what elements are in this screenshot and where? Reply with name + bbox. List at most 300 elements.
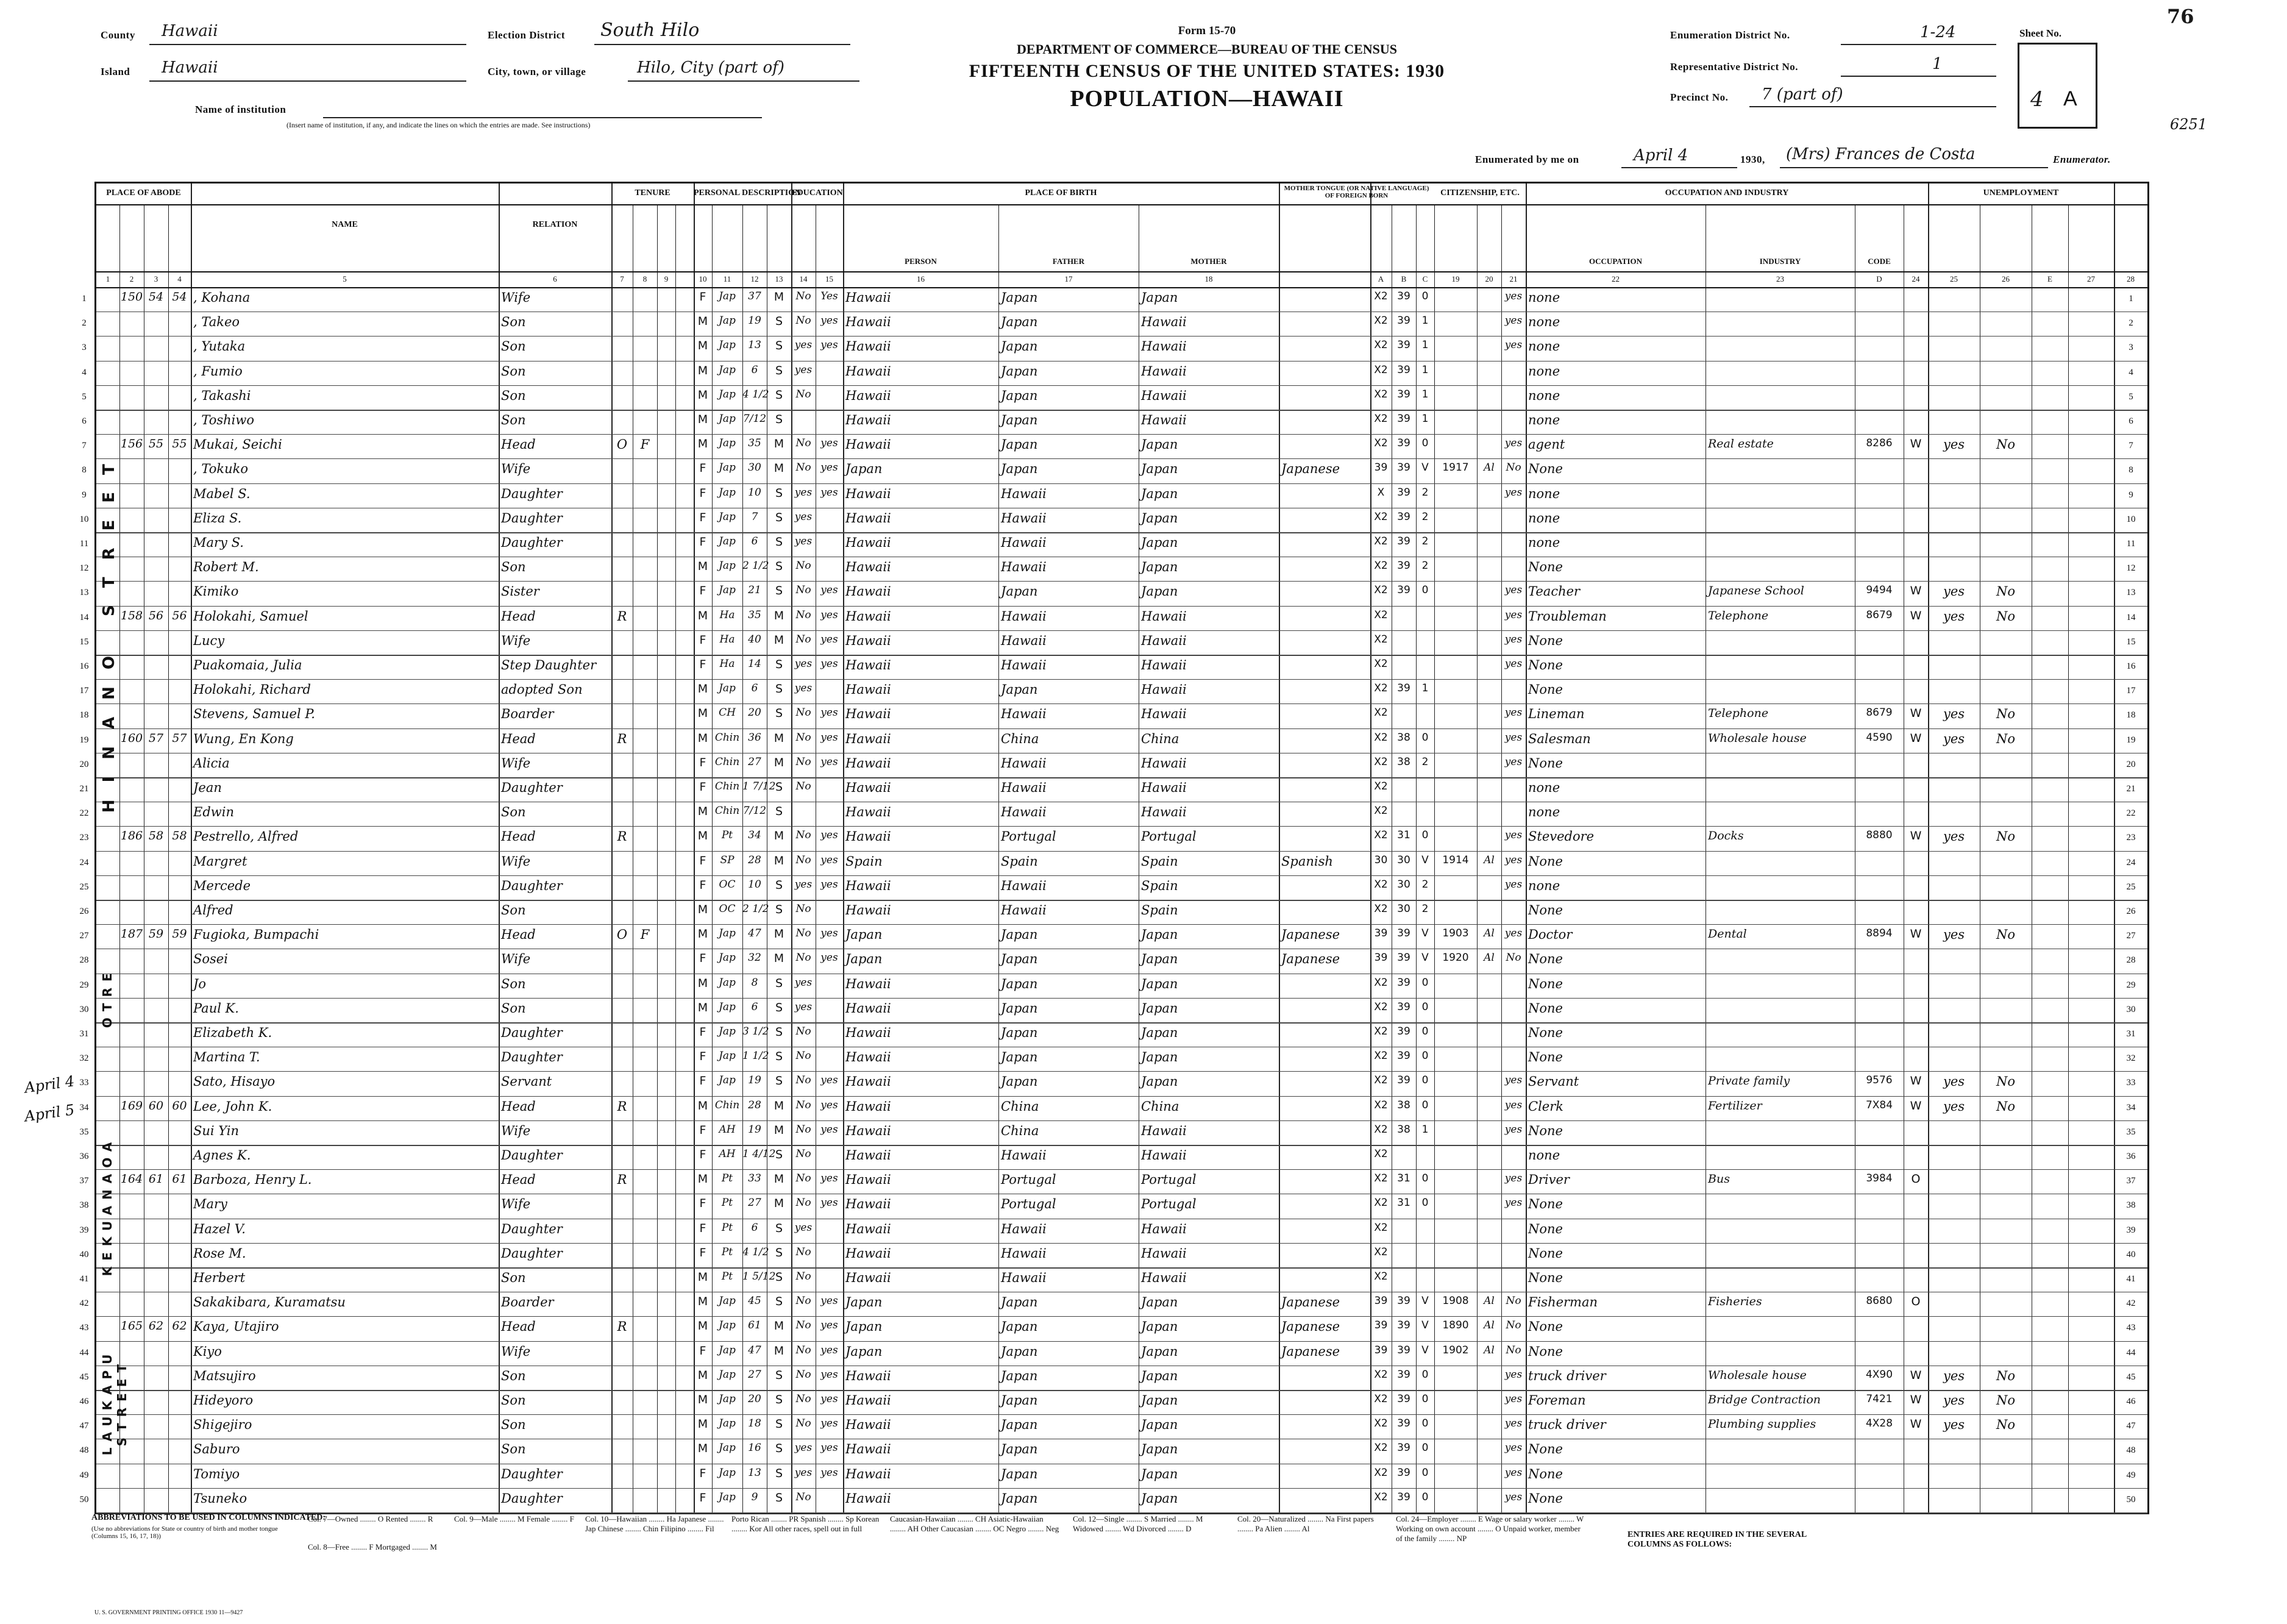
stamp-side-number: 6251 [2170,116,2208,133]
table-row [79,630,2147,655]
relation: Daughter [501,1221,563,1236]
table-row [79,1169,2147,1194]
race: OC [719,903,736,916]
line-number: 46 [79,1397,89,1407]
table-row [79,924,2147,949]
birthplace-father: Japan [1001,1319,1038,1334]
street-name-label: HINANO STREET [100,447,118,813]
occupation: truck driver [1528,1417,1606,1433]
out-of-job: No [1996,731,2016,746]
subheading-person: PERSON [905,257,937,266]
birthplace-mother: Japan [1141,560,1178,575]
usually-works: yes [1943,1368,1965,1383]
representative-district-value: 1 [1932,55,1943,73]
class-of-worker: W [1910,1417,1922,1431]
birthplace-person: Hawaii [845,1050,891,1065]
table-row [79,1219,2147,1243]
birthplace-mother: Japan [1141,1393,1178,1408]
code-c: 0 [1421,290,1429,303]
birthplace-person: Japan [845,952,883,967]
can-read: yes [820,829,838,842]
family-number: 60 [172,1099,187,1113]
race: Jap [719,315,736,327]
person-name: Jean [193,780,222,796]
relation: Wife [501,1197,531,1212]
family-number: 61 [172,1172,187,1186]
group-heading-birth: PLACE OF BIRTH [1025,188,1097,198]
sex: F [699,1490,706,1505]
person-name: Mercede [193,878,251,893]
race: Jap [719,1442,736,1455]
code-c: 0 [1421,437,1429,450]
speaks-english: yes [1504,878,1523,891]
attended-school: yes [794,510,813,523]
column-number: 11 [723,274,731,283]
enumeration-district-value: 1-24 [1920,23,1956,41]
class-of-worker: W [1910,927,1922,941]
attended-school: yes [794,486,813,499]
marital-status: M [774,927,784,941]
printer-line: U. S. GOVERNMENT PRINTING OFFICE 1930 11—9427 [94,1609,243,1616]
relation: Son [501,388,526,403]
marital-status: S [775,1148,783,1162]
code-b: 31 [1397,829,1410,842]
code-b: 31 [1397,1172,1410,1185]
occupation: None [1528,976,1563,991]
relation: Wife [501,290,531,305]
occupation: none [1528,780,1560,796]
table-row [79,728,2147,753]
birthplace-person: Hawaii [845,1417,891,1433]
relation: Daughter [501,1025,563,1041]
code-b: 38 [1397,1099,1410,1111]
column-number: 13 [775,274,783,283]
sex: F [699,658,706,672]
birthplace-mother: Hawaii [1141,755,1187,771]
stamp-page-number: 76 [2167,5,2194,28]
code-c: 0 [1421,1172,1429,1185]
line-number: 25 [2126,881,2136,892]
speaks-english: No [1506,1295,1521,1308]
birthplace-father: Japan [1001,1050,1038,1065]
code-c: 1 [1421,1123,1429,1136]
line-number: 49 [2126,1470,2136,1480]
column-number: C [1422,274,1428,283]
can-read: yes [820,1344,838,1356]
birthplace-person: Hawaii [845,535,891,550]
abbreviations-note: (Use no abbreviations for State or country of birth and mother tongue (Columns 15, 16, 17, 18)) [91,1525,278,1540]
birthplace-father: Portugal [1001,1197,1056,1212]
birthplace-person: Hawaii [845,658,891,673]
race: Jap [719,535,736,548]
can-read: yes [820,1442,838,1455]
birthplace-mother: Hawaii [1141,682,1187,697]
occupation: None [1528,1221,1563,1236]
relation: Wife [501,1344,531,1359]
race: Pt [721,1245,733,1258]
sex: F [699,535,706,549]
code-c: 2 [1421,486,1429,499]
speaks-english: yes [1504,608,1523,621]
line-number: 10 [79,514,89,524]
birthplace-father: China [1001,731,1039,746]
birthplace-person: Hawaii [845,486,891,501]
speaks-english: yes [1504,755,1523,768]
birthplace-person: Hawaii [845,633,891,648]
age: 10 [748,486,761,499]
sex: F [699,584,706,598]
code-c: 2 [1421,755,1429,768]
marital-status: S [775,1050,783,1064]
can-read: yes [820,707,838,719]
sex: M [697,927,708,941]
code-a: X2 [1374,363,1388,376]
attended-school: No [795,1368,811,1381]
person-name: Alfred [193,903,233,918]
election-district-label: Election District [488,29,565,41]
island-value: Hawaii [162,59,218,77]
line-number: 32 [2126,1053,2136,1064]
table-row [79,1022,2147,1047]
birthplace-person: Hawaii [845,1172,891,1188]
industry: Dental [1708,927,1747,941]
sex: M [697,976,708,990]
relation: Daughter [501,1466,563,1481]
population-subtitle: POPULATION—HAWAII [1070,86,1344,112]
age: 35 [748,608,761,621]
occupation-code: 8679 [1866,608,1893,621]
marital-status: S [775,1490,783,1505]
sex: M [697,829,708,843]
occupation: None [1528,1000,1563,1016]
attended-school: No [795,1197,811,1209]
attended-school: No [795,1123,811,1136]
margin-note-april-4: April 4 [23,1072,76,1097]
column-number: 2 [129,274,134,283]
sheet-number: 4 [2030,87,2044,112]
column-number: 22 [1612,274,1620,283]
speaks-english: yes [1504,1442,1523,1455]
age: 34 [748,829,761,842]
home-value: F [640,437,650,452]
age: 4 1/2 [742,388,769,401]
can-read: yes [820,437,838,450]
speaks-english: yes [1504,633,1523,646]
marital-status: S [775,339,783,353]
relation: Daughter [501,1245,563,1261]
line-number: 5 [2129,391,2133,402]
occupation: None [1528,853,1563,869]
line-number: 47 [79,1421,89,1431]
birthplace-mother: Hawaii [1141,658,1187,673]
relation: Daughter [501,1490,563,1506]
mother-tongue: Spanish [1281,853,1333,869]
person-name: Robert M. [193,560,259,575]
birthplace-father: Hawaii [1001,486,1047,501]
marital-status: M [774,1099,784,1113]
line-number: 20 [2126,759,2136,769]
code-c: V [1421,461,1429,474]
birthplace-father: Japan [1001,1442,1038,1457]
code-a: X2 [1374,413,1388,426]
industry: Docks [1708,829,1744,843]
line-number: 48 [79,1445,89,1456]
marital-status: S [775,805,783,819]
speaks-english: yes [1504,707,1523,719]
race: Jap [719,1050,736,1063]
code-a: 39 [1374,1295,1388,1308]
speaks-english: yes [1504,1123,1523,1136]
marital-status: S [775,1221,783,1235]
speaks-english: yes [1504,1466,1523,1479]
birthplace-father: Japan [1001,952,1038,967]
person-name: Alicia [193,755,230,771]
person-name: Herbert [193,1270,246,1286]
birthplace-person: Spain [845,853,883,869]
line-number: 42 [2126,1298,2136,1309]
line-number: 31 [2126,1029,2136,1039]
line-number: 12 [79,563,89,574]
sex: M [697,707,708,721]
race: Jap [719,510,736,523]
birthplace-father: Hawaii [1001,1245,1047,1261]
code-c: V [1421,1344,1429,1356]
group-heading-tenure: TENURE [635,188,670,198]
person-name: Sui Yin [193,1123,240,1138]
can-read: yes [820,1197,838,1209]
relation: Son [501,413,526,428]
city-label: City, town, or village [488,66,586,77]
relation: Head [501,437,536,452]
code-a: X2 [1374,290,1388,303]
column-number: 14 [799,274,808,283]
immigration-year: 1908 [1442,1295,1469,1308]
out-of-job: No [1996,1099,2016,1114]
column-number: 12 [750,274,759,283]
speaks-english: yes [1504,1393,1523,1406]
out-of-job: No [1996,707,2016,722]
code-b: 39 [1397,1344,1410,1356]
industry: Plumbing supplies [1708,1417,1816,1431]
column-number: D [1876,274,1882,283]
marital-status: S [775,1393,783,1407]
birthplace-mother: Hawaii [1141,1270,1187,1286]
person-name: Elizabeth K. [193,1025,272,1041]
code-a: X2 [1374,707,1388,719]
person-name: Paul K. [193,1000,239,1016]
birthplace-mother: Japan [1141,1417,1178,1433]
line-number: 13 [79,588,89,598]
birthplace-mother: Japan [1141,1368,1178,1383]
attended-school: No [795,1050,811,1063]
relation: Wife [501,461,531,477]
attended-school: yes [794,976,813,989]
dwelling-number: 160 [120,731,143,745]
can-read: yes [820,878,838,891]
margin-note-april-5: April 5 [23,1101,76,1125]
enumerator-label: Enumerator. [2053,154,2111,165]
attended-school: yes [794,1000,813,1013]
attended-school: No [795,829,811,842]
attended-school: yes [794,878,813,891]
birthplace-person: Hawaii [845,413,891,428]
table-row [82,361,2147,385]
code-c: V [1421,1295,1429,1308]
dwelling-visit-number: 57 [148,731,164,745]
class-of-worker: W [1910,1099,1922,1113]
code-a: X2 [1374,1074,1388,1087]
naturalization: Al [1484,853,1495,866]
line-number: 24 [2126,857,2136,867]
naturalization: Al [1484,1319,1495,1332]
table-row [79,655,2147,679]
attended-school: yes [794,682,813,695]
code-c: 1 [1421,363,1429,376]
col8-abbrev: Col. 8—Free ........ F Mortgaged ........ M [308,1542,437,1551]
person-name: Kiyo [193,1344,222,1359]
occupation: None [1528,1442,1563,1457]
attended-school: No [795,1025,811,1038]
age: 61 [748,1319,761,1332]
subheading-father: FATHER [1052,257,1085,266]
can-read: yes [820,853,838,866]
marital-status: S [775,510,783,524]
line-number: 11 [79,539,89,549]
sex: F [699,1221,706,1235]
class-of-worker: W [1910,608,1922,622]
person-name: Eliza S. [193,510,242,525]
code-a: X2 [1374,903,1388,916]
mother-tongue: Japanese [1281,927,1340,942]
line-number: 5 [82,391,87,402]
code-a: X2 [1374,780,1388,793]
birthplace-person: Hawaii [845,560,891,575]
speaks-english: yes [1504,1490,1523,1503]
birthplace-mother: China [1141,731,1179,746]
attended-school: yes [794,535,813,548]
occupation: Servant [1528,1074,1579,1089]
code-b: 39 [1397,1319,1410,1332]
birthplace-mother: Hawaii [1141,363,1187,379]
table-row [79,1243,2147,1267]
industry: Japanese School [1708,584,1804,598]
sex: F [699,633,706,647]
attended-school: yes [794,1442,813,1455]
birthplace-father: Japan [1001,363,1038,379]
code-a: 39 [1374,1344,1388,1356]
island-label: Island [101,66,130,77]
sex: M [697,437,708,451]
person-name: Lee, John K. [193,1099,272,1114]
code-a: X2 [1374,1490,1388,1503]
speaks-english: yes [1504,829,1523,842]
occupation: none [1528,878,1560,893]
code-b: 39 [1397,315,1410,327]
mother-tongue: Japanese [1281,1319,1340,1334]
occupation: Troubleman [1528,608,1607,624]
code-a: X2 [1374,976,1388,989]
line-number: 25 [79,881,89,892]
speaks-english: No [1506,461,1521,474]
attended-school: No [795,1148,811,1161]
birthplace-father: Hawaii [1001,658,1047,673]
code-b: 31 [1397,1197,1410,1209]
birthplace-mother: Japan [1141,486,1178,501]
birthplace-person: Japan [845,1319,883,1334]
sex: M [697,608,708,622]
line-number: 19 [2126,735,2136,745]
dwelling-visit-number: 61 [148,1172,164,1186]
birthplace-father: Japan [1001,1025,1038,1041]
code-a: X2 [1374,315,1388,327]
person-name: Mabel S. [193,486,251,501]
industry: Telephone [1708,608,1769,622]
sex: M [697,682,708,696]
occupation: None [1528,1466,1563,1481]
age: 6 [751,363,758,376]
occupation-code: 9494 [1866,584,1893,597]
table-row [79,581,2147,605]
code-a: 39 [1374,952,1388,964]
line-number: 14 [2126,612,2136,622]
immigration-year: 1920 [1442,952,1469,964]
person-name: Tomiyo [193,1466,240,1481]
line-number: 2 [82,318,87,329]
occupation: None [1528,903,1563,918]
table-row [82,458,2147,483]
marital-status: S [775,780,783,794]
occupation: Teacher [1528,584,1581,599]
attended-school: No [795,560,811,572]
subheading-mother: MOTHER [1190,257,1227,266]
age: 47 [748,1344,761,1356]
naturalization: Al [1484,927,1495,940]
marital-status: S [775,363,783,377]
code-b: 39 [1397,1393,1410,1406]
code-c: 0 [1421,1442,1429,1455]
sex: M [697,1270,708,1284]
race: Jap [719,1025,736,1038]
column-number: 6 [553,274,557,283]
can-read: yes [820,1466,838,1479]
line-number: 42 [79,1298,89,1309]
table-row [79,802,2147,826]
immigration-year: 1914 [1442,853,1469,866]
code-a: X2 [1374,1393,1388,1406]
code-b: 39 [1397,1368,1410,1381]
group-heading-name: NAME [332,220,358,229]
representative-district-label: Representative District No. [1670,61,1799,73]
code-a: X2 [1374,1270,1388,1283]
code-b: 39 [1397,535,1410,548]
sex: F [699,952,706,966]
person-name: Lucy [193,633,225,648]
column-number: 25 [1950,274,1958,283]
person-name: Mary [193,1197,227,1212]
race: Chin [714,731,740,744]
line-number: 22 [2126,808,2136,819]
birthplace-person: Hawaii [845,829,891,844]
birthplace-person: Hawaii [845,1123,891,1138]
age: 36 [748,731,761,744]
attended-school: yes [794,1221,813,1234]
occupation-code: 8880 [1866,829,1893,842]
speaks-english: No [1506,1319,1521,1332]
birthplace-mother: Hawaii [1141,1123,1187,1138]
code-c: 2 [1421,878,1429,891]
column-number: 4 [177,274,182,283]
occupation: None [1528,1344,1563,1359]
